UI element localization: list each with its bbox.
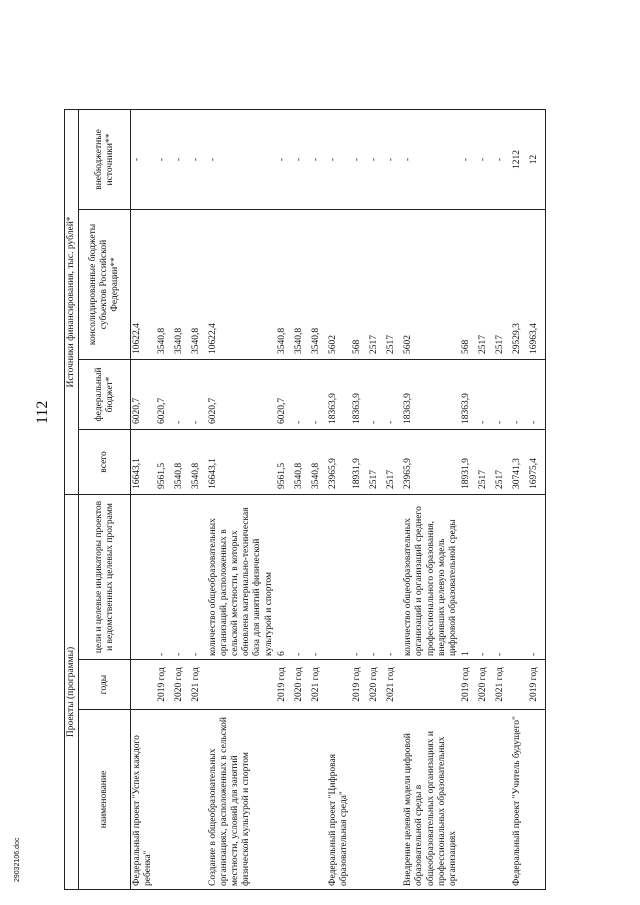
- cell-name: [173, 710, 190, 890]
- cell-regional: 3540,8: [310, 209, 327, 359]
- cell-extra: -: [310, 109, 327, 209]
- cell-total: 9561,5: [276, 429, 293, 494]
- table-row: [293, 109, 310, 889]
- table-row: [460, 109, 477, 889]
- cell-extra: -: [156, 109, 173, 209]
- table-row: [511, 109, 528, 889]
- cell-extra: -: [460, 109, 477, 209]
- table-row: [528, 109, 545, 889]
- rotated-table-wrapper: [64, 110, 576, 890]
- cell-regional: 10622,4: [131, 209, 156, 359]
- cell-year: [511, 660, 528, 710]
- cell-federal: -: [368, 359, 385, 429]
- cell-total: 30741,3: [511, 429, 528, 494]
- cell-goal: -: [190, 494, 207, 659]
- table-row: [131, 109, 156, 889]
- cell-year: 2021 год: [190, 660, 207, 710]
- cell-total: 18931,9: [460, 429, 477, 494]
- cell-total: 16643,1: [207, 429, 276, 494]
- cell-year: 2021 год: [385, 660, 402, 710]
- cell-year: 2020 год: [173, 660, 190, 710]
- cell-regional: 2517: [368, 209, 385, 359]
- cell-regional: 3540,8: [156, 209, 173, 359]
- cell-total: 2517: [477, 429, 494, 494]
- cell-extra: -: [276, 109, 293, 209]
- cell-regional: 2517: [385, 209, 402, 359]
- cell-federal: 6020,7: [207, 359, 276, 429]
- cell-extra: -: [327, 109, 351, 209]
- cell-total: 3540,8: [310, 429, 327, 494]
- table-row: [276, 109, 293, 889]
- cell-year: [402, 660, 460, 710]
- page-number: 112: [34, 400, 51, 424]
- cell-extra: -: [385, 109, 402, 209]
- cell-goal: -: [385, 494, 402, 659]
- cell-regional: 568: [460, 209, 477, 359]
- cell-regional: 3540,8: [190, 209, 207, 359]
- cell-goal: -: [293, 494, 310, 659]
- cell-year: 2019 год: [351, 660, 368, 710]
- cell-regional: 5602: [402, 209, 460, 359]
- cell-extra: -: [131, 109, 156, 209]
- cell-total: 23965,9: [402, 429, 460, 494]
- cell-year: 2020 год: [293, 660, 310, 710]
- cell-federal: -: [477, 359, 494, 429]
- cell-regional: 29529,3: [511, 209, 528, 359]
- cell-year: 2019 год: [460, 660, 477, 710]
- cell-name: [156, 710, 173, 890]
- cell-goal: количество общеобразовательных организаций и организаций среднего профессионального образования, внедривших целевую модель цифровой образовательной среды: [402, 494, 460, 659]
- cell-name: [276, 710, 293, 890]
- cell-year: 2020 год: [477, 660, 494, 710]
- cell-extra: -: [494, 109, 511, 209]
- cell-name: [293, 710, 310, 890]
- cell-name: Федеральный проект "Учитель будущего": [511, 710, 528, 890]
- cell-goal: -: [156, 494, 173, 659]
- header-extra: внебюджетные источники**: [79, 109, 131, 209]
- header-projects-group: Проекты (программы): [65, 494, 79, 889]
- cell-federal: -: [310, 359, 327, 429]
- header-name: наименование: [79, 710, 131, 890]
- cell-federal: -: [385, 359, 402, 429]
- cell-goal: -: [494, 494, 511, 659]
- cell-extra: -: [477, 109, 494, 209]
- cell-federal: 6020,7: [131, 359, 156, 429]
- table-row: [385, 109, 402, 889]
- cell-name: [368, 710, 385, 890]
- table-row: [494, 109, 511, 889]
- cell-federal: 18363,9: [327, 359, 351, 429]
- cell-name: [477, 710, 494, 890]
- cell-total: 3540,8: [293, 429, 310, 494]
- cell-goal: -: [173, 494, 190, 659]
- cell-total: 3540,8: [173, 429, 190, 494]
- cell-year: 2019 год: [276, 660, 293, 710]
- table-row: [351, 109, 368, 889]
- table-row: [310, 109, 327, 889]
- cell-goal: 6: [276, 494, 293, 659]
- header-total: всего: [79, 429, 131, 494]
- cell-goal: [327, 494, 351, 659]
- cell-year: 2021 год: [494, 660, 511, 710]
- cell-goal: -: [528, 494, 545, 659]
- cell-extra: -: [293, 109, 310, 209]
- cell-regional: 10622,4: [207, 209, 276, 359]
- cell-total: 3540,8: [190, 429, 207, 494]
- cell-extra: -: [207, 109, 276, 209]
- cell-year: 2019 год: [156, 660, 173, 710]
- header-goals: цели и целевые индикаторы проектов и ведомственных целевых программ: [79, 494, 131, 659]
- cell-total: 18931,9: [351, 429, 368, 494]
- cell-goal: -: [351, 494, 368, 659]
- cell-federal: -: [528, 359, 545, 429]
- cell-name: Федеральный проект "Успех каждого ребенка": [131, 710, 156, 890]
- cell-federal: -: [293, 359, 310, 429]
- cell-goal: количество общеобразовательных организаций, расположенных в сельской местности, в которых обновлена материально-техническая база для занятий физической культурой и спортом: [207, 494, 276, 659]
- header-years: годы: [79, 660, 131, 710]
- cell-goal: -: [477, 494, 494, 659]
- cell-goal: 1: [460, 494, 477, 659]
- cell-name: Федеральный проект "Цифровая образовательная среда": [327, 710, 351, 890]
- cell-name: [528, 710, 545, 890]
- cell-year: 2019 год: [528, 660, 545, 710]
- cell-regional: 3540,8: [293, 209, 310, 359]
- cell-regional: 3540,8: [173, 209, 190, 359]
- cell-regional: 5602: [327, 209, 351, 359]
- header-federal: федеральный бюджет*: [79, 359, 131, 429]
- table-row: [368, 109, 385, 889]
- table-row: [207, 109, 276, 889]
- cell-name: [310, 710, 327, 890]
- cell-federal: -: [511, 359, 528, 429]
- cell-year: 2020 год: [368, 660, 385, 710]
- cell-year: [327, 660, 351, 710]
- cell-goal: -: [368, 494, 385, 659]
- cell-goal: [131, 494, 156, 659]
- cell-regional: 2517: [477, 209, 494, 359]
- cell-regional: 3540,8: [276, 209, 293, 359]
- cell-year: [131, 660, 156, 710]
- cell-regional: 568: [351, 209, 368, 359]
- table-body: [131, 109, 546, 889]
- cell-federal: 18363,9: [351, 359, 368, 429]
- financing-table: [64, 109, 546, 890]
- cell-goal: [511, 494, 528, 659]
- cell-name: [385, 710, 402, 890]
- cell-regional: 16963,4: [528, 209, 545, 359]
- cell-goal: -: [310, 494, 327, 659]
- cell-federal: -: [190, 359, 207, 429]
- cell-extra: 1212: [511, 109, 528, 209]
- cell-name: Внедрение целевой модели цифровой образовательной среды в общеобразовательных организациях и профессиональных образовательных организациях: [402, 710, 460, 890]
- cell-total: 23965,9: [327, 429, 351, 494]
- table-row: [173, 109, 190, 889]
- cell-total: 9561,5: [156, 429, 173, 494]
- cell-name: [351, 710, 368, 890]
- table-row: [156, 109, 173, 889]
- footer-document-code: 29032106.doc: [14, 837, 21, 882]
- cell-federal: 18363,9: [460, 359, 477, 429]
- cell-federal: 6020,7: [156, 359, 173, 429]
- cell-regional: 2517: [494, 209, 511, 359]
- cell-name: [460, 710, 477, 890]
- cell-total: 2517: [494, 429, 511, 494]
- header-regional: консолидированные бюджеты субъектов Российской Федерации**: [79, 209, 131, 359]
- cell-extra: -: [190, 109, 207, 209]
- table-row: [477, 109, 494, 889]
- cell-name: Создание в общеобразовательных организациях, расположенных в сельской местности, условий для занятий физической культурой и спортом: [207, 710, 276, 890]
- cell-total: 16975,4: [528, 429, 545, 494]
- cell-extra: -: [368, 109, 385, 209]
- cell-total: 2517: [385, 429, 402, 494]
- table-row: [402, 109, 460, 889]
- table-row: [190, 109, 207, 889]
- cell-year: [207, 660, 276, 710]
- cell-year: 2021 год: [310, 660, 327, 710]
- cell-federal: -: [173, 359, 190, 429]
- cell-extra: -: [402, 109, 460, 209]
- cell-extra: -: [351, 109, 368, 209]
- header-sources-group: Источники финансирования, тыс. рублей*: [65, 109, 79, 494]
- cell-total: 2517: [368, 429, 385, 494]
- cell-federal: 6020,7: [276, 359, 293, 429]
- cell-federal: 18363,9: [402, 359, 460, 429]
- cell-name: [494, 710, 511, 890]
- cell-federal: -: [494, 359, 511, 429]
- cell-total: 16643,1: [131, 429, 156, 494]
- cell-extra: -: [173, 109, 190, 209]
- table-row: [327, 109, 351, 889]
- cell-name: [190, 710, 207, 890]
- cell-extra: 12: [528, 109, 545, 209]
